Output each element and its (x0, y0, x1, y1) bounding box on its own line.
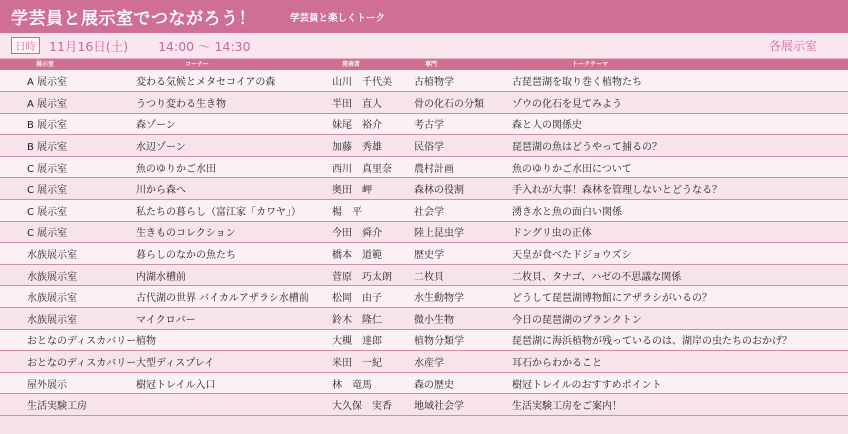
table-row (0, 286, 848, 308)
cell-corner: マイクロバー (136, 308, 332, 330)
cell-room: C 展示室 (0, 221, 136, 243)
cell-corner: 変わる気候とメタセコイアの森 (136, 70, 332, 92)
cell-speaker: 奥田 岬 (332, 178, 414, 200)
cell-field: 農村計画 (414, 156, 512, 178)
cell-field: 水産学 (414, 351, 512, 373)
cell-corner: 大型ディスプレイ (136, 351, 332, 373)
table-row (0, 221, 848, 243)
cell-theme: 生活実験工房をご案内！ (512, 394, 848, 416)
cell-corner: 古代湖の世界 バイカルアザラシ水槽前 (136, 286, 332, 308)
table-row (0, 92, 848, 114)
cell-room: 屋外展示 (0, 372, 136, 394)
table-row (0, 156, 848, 178)
cell-corner: 暮らしのなかの魚たち (136, 243, 332, 265)
event-time: 14:00 ～ 14:30 (158, 38, 251, 54)
header-bar (0, 0, 848, 33)
schedule-table (0, 70, 848, 416)
cell-speaker: 西川 真里奈 (332, 156, 414, 178)
cell-room: C 展示室 (0, 156, 136, 178)
cell-room: C 展示室 (0, 178, 136, 200)
cell-theme: 今日の琵琶湖のプランクトン (512, 308, 848, 330)
cell-room: 水族展示室 (0, 308, 136, 330)
cell-corner: 森ゾーン (136, 113, 332, 135)
cell-room: 水族展示室 (0, 264, 136, 286)
cell-room: A 展示室 (0, 92, 136, 114)
cell-theme: 魚のゆりかご水田について (512, 156, 848, 178)
table-header (0, 59, 848, 70)
cell-corner: 生きものコレクション (136, 221, 332, 243)
cell-corner: うつり変わる生き物 (136, 92, 332, 114)
cell-field: 森林の役割 (414, 178, 512, 200)
cell-theme: 二枚貝、タナゴ、ハゼの不思議な関係 (512, 264, 848, 286)
cell-field: 古植物学 (414, 70, 512, 92)
cell-theme: 手入れが大事！森林を管理しないとどうなる？ (512, 178, 848, 200)
table-row (0, 329, 848, 351)
cell-field: 二枚貝 (414, 264, 512, 286)
page-subtitle: 学芸員と楽しくトーク (290, 12, 386, 24)
cell-theme: 森と人の関係史 (512, 113, 848, 135)
cell-theme: 湧き水と魚の面白い関係 (512, 200, 848, 222)
cell-speaker: 鈴木 隆仁 (332, 308, 414, 330)
cell-theme: ゾウの化石を見てみよう (512, 92, 848, 114)
cell-room: 水族展示室 (0, 243, 136, 265)
cell-speaker: 山川 千代美 (332, 70, 414, 92)
info-bar (0, 33, 848, 59)
event-date: 11月16日(土) (49, 38, 129, 54)
cell-field: 社会学 (414, 200, 512, 222)
table-row (0, 243, 848, 265)
col-speaker-header: 発表者 (342, 61, 361, 68)
cell-corner: 植物 (136, 329, 332, 351)
cell-field: 森の歴史 (414, 372, 512, 394)
cell-corner: 私たちの暮らし（富江家「カワヤ」） (136, 200, 332, 222)
cell-speaker: 大久保 実香 (332, 394, 414, 416)
cell-field: 微小生物 (414, 308, 512, 330)
cell-field: 考古学 (414, 113, 512, 135)
col-corner-header: コーナー (185, 61, 210, 68)
cell-corner: 魚のゆりかご水田 (136, 156, 332, 178)
cell-speaker: 橋本 道範 (332, 243, 414, 265)
cell-field: 水生動物学 (414, 286, 512, 308)
col-theme-header: トークテーマ (572, 61, 609, 68)
table-row (0, 135, 848, 157)
cell-speaker: 大槻 達郎 (332, 329, 414, 351)
cell-theme: 琵琶湖に海浜植物が残っているのは、湖岸の虫たちのおかげ？ (512, 329, 848, 351)
cell-theme: 耳石からわかること (512, 351, 848, 373)
col-room-header: 展示室 (36, 61, 55, 68)
cell-speaker: 楊 平 (332, 200, 414, 222)
cell-theme: 樹冠トレイルのおすすめポイント (512, 372, 848, 394)
cell-speaker: 加藤 秀雄 (332, 135, 414, 157)
col-field-header: 専門 (425, 61, 438, 68)
table-row (0, 394, 848, 416)
cell-room: おとなのディスカバリー (0, 351, 136, 373)
table-row (0, 113, 848, 135)
cell-corner: 水辺ゾーン (136, 135, 332, 157)
cell-speaker: 松岡 由子 (332, 286, 414, 308)
table-row (0, 372, 848, 394)
cell-room: 水族展示室 (0, 286, 136, 308)
cell-speaker: 今田 舜介 (332, 221, 414, 243)
cell-theme: 琵琶湖の魚はどうやって捕るの？ (512, 135, 848, 157)
cell-theme: 天皇が食べたドジョウズシ (512, 243, 848, 265)
cell-theme: ドングリ虫の正体 (512, 221, 848, 243)
cell-room: 生活実験工房 (0, 394, 136, 416)
cell-corner: 内湖水槽前 (136, 264, 332, 286)
cell-corner (136, 394, 332, 416)
cell-speaker: 林 竜馬 (332, 372, 414, 394)
cell-field: 骨の化石の分類 (414, 92, 512, 114)
cell-field: 歴史学 (414, 243, 512, 265)
cell-field: 民俗学 (414, 135, 512, 157)
cell-room: おとなのディスカバリー (0, 329, 136, 351)
cell-room: B 展示室 (0, 113, 136, 135)
table-row (0, 200, 848, 222)
cell-speaker: 妹尾 裕介 (332, 113, 414, 135)
cell-speaker: 菅原 巧太朗 (332, 264, 414, 286)
cell-field: 地域社会学 (414, 394, 512, 416)
cell-field: 植物分類学 (414, 329, 512, 351)
cell-room: B 展示室 (0, 135, 136, 157)
datetime-label: 日時 (11, 37, 40, 54)
table-row (0, 178, 848, 200)
cell-corner: 川から森へ (136, 178, 332, 200)
cell-speaker: 半田 直人 (332, 92, 414, 114)
cell-room: A 展示室 (0, 70, 136, 92)
table-row (0, 351, 848, 373)
cell-room: C 展示室 (0, 200, 136, 222)
cell-field: 陸上昆虫学 (414, 221, 512, 243)
cell-theme: どうして琵琶湖博物館にアザラシがいるの？ (512, 286, 848, 308)
event-venue: 各展示室 (768, 39, 817, 53)
cell-corner: 樹冠トレイル入口 (136, 372, 332, 394)
table-row (0, 264, 848, 286)
table-row (0, 70, 848, 92)
table-row (0, 308, 848, 330)
page-title: 学芸員と展示室でつながろう！ (11, 9, 256, 29)
cell-speaker: 米田 一紀 (332, 351, 414, 373)
cell-theme: 古琵琶湖を取り巻く植物たち (512, 70, 848, 92)
